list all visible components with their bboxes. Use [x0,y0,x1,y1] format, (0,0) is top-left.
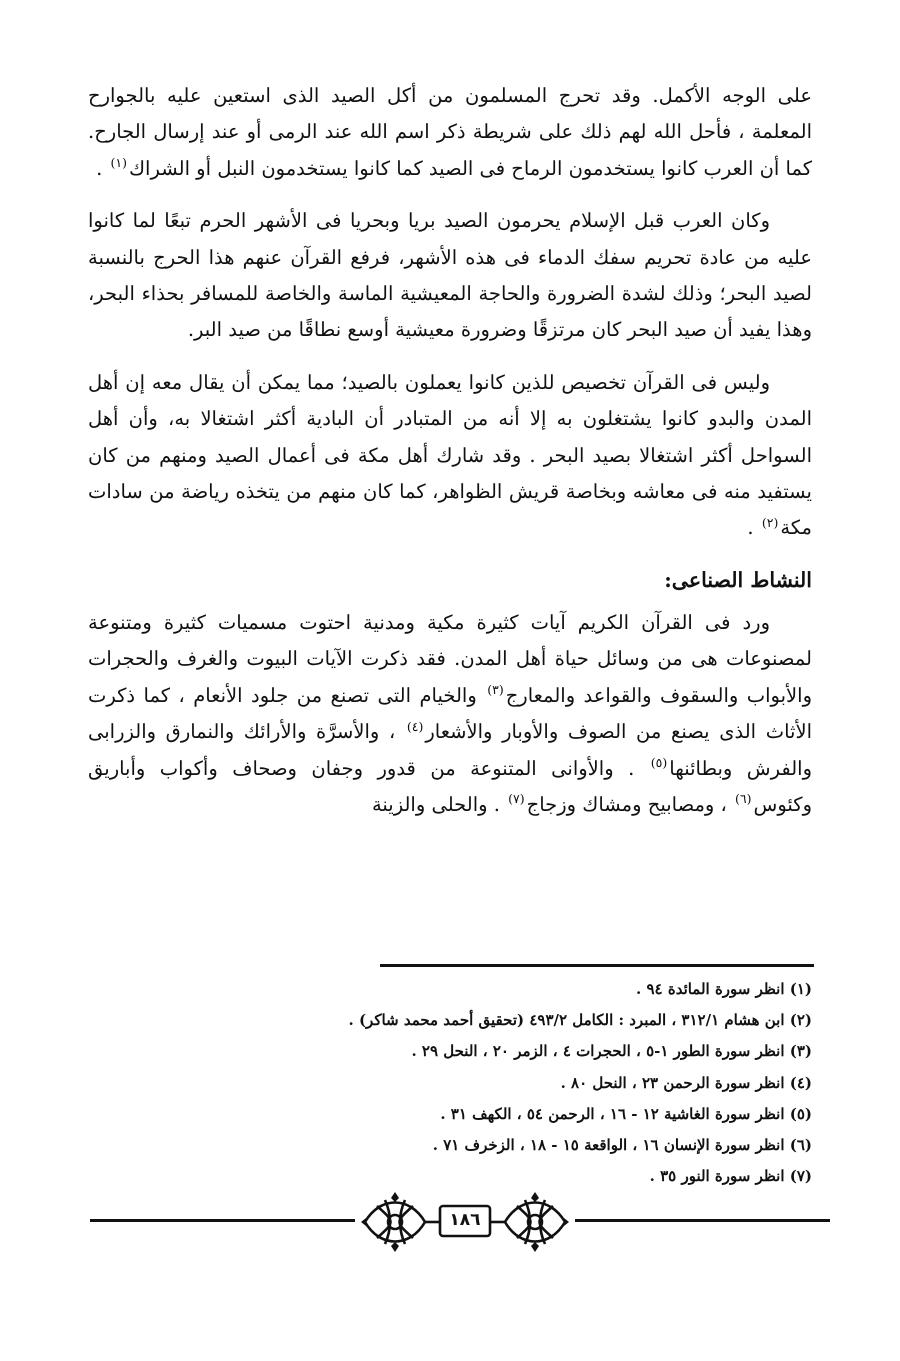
paragraph-text: على الوجه الأكمل. وقد تحرج المسلمون من أكل الصيد الذى استعين عليه بالجوارح المعلمة ، فأحل الله لهم ذلك على شريطة ذكر اسم الله عند الرمى أو عند إرسال الجارح. كما أن العرب كانوا يستخدمون الرماح فى الصيد كما كانوا يستخدمون النبل أو الشراك [88,84,812,180]
footnote-reference[interactable]: (٣) [487,682,504,698]
footnote-reference[interactable]: (٧) [508,791,525,807]
footnote-item: (٣) انظر سورة الطور ١-٥ ، الحجرات ٤ ، الزمر ٢٠ ، النحل ٢٩ . [411,1042,812,1061]
paragraph-text-end: . [96,156,109,180]
paragraph-text: وليس فى القرآن تخصيص للذين كانوا يعملون بالصيد؛ مما يمكن أن يقال معه إن أهل المدن والبدو كانوا يشتغلون به إلا أنه من المتبادر أن البادية أكثر اشتغالا به، وأن أهل السواحل أكثر اشتغالا بصيد البحر . وقد شارك أهل مكة فى أعمال الصيد ومنهم من كان يستفيد منه فى معاشه وبخاصة قريش الظواهر، كما كان منهم من يتخذه رياضة من سادات مكة [88,370,812,540]
paragraph-text-end: . والحلى والزينة [371,792,507,816]
footnote-divider [380,964,814,967]
footnote-reference[interactable]: (٤) [406,718,424,734]
footnote-reference[interactable]: (٢) [761,514,779,530]
footnote-reference[interactable]: (٥) [650,755,668,770]
paragraph-text: ، والأسرَّة والأرائك والنمارق والزرابى والفرش وبطائنها [88,720,812,780]
footnote-item: (٢) ابن هشام ٣١٢/١ ، المبرد : الكامل ٤٩٣/٢ (تحقيق أحمد محمد شاكر) . [348,1011,812,1030]
page-footer [90,1186,830,1258]
footnote-reference[interactable]: (٦) [735,791,752,807]
paragraph-industrial-activity [88,605,812,823]
footnote-item: (١) انظر سورة المائدة ٩٤ . [636,980,812,998]
footnote-item: (٧) انظر سورة النور ٣٥ . [649,1167,812,1186]
footnote-item: (٤) انظر سورة الرحمن ٢٣ ، النحل ٨٠ . [560,1073,812,1092]
footnotes [88,974,812,1192]
paragraph-text: والخيام التى تصنع من جلود الأنعام ، كما ذكرت الأثاث الذى يصنع من الصوف والأوبار والأشعار [88,683,812,744]
paragraph-text-end: . [747,516,760,540]
paragraph-hunting-tools [88,78,812,187]
page-number: ١٨٦ [449,1210,481,1230]
paragraph-text: ، ومصابيح ومشاك وزجاج [526,792,734,816]
footer-rule-left [90,1219,355,1222]
paragraph-text: ورد فى القرآن الكريم آيات كثيرة مكية ومدنية احتوت مسميات كثيرة ومتنوعة لمصنوعات هى من وسائل حياة أهل المدن. فقد ذكرت الآيات البيوت والغرف والحجرات والأبواب والسقوف والقواعد والمعارج [88,610,813,707]
section-heading: النشاط الصناعى: [664,567,812,592]
paragraph-text: . والأوانى المتنوعة من قدور وجفان وصحاف وأكواب وأباريق وكئوس [88,756,812,816]
body-text [88,78,812,823]
footer-rule-right [575,1219,830,1222]
footnote-item: (٦) انظر سورة الإنسان ١٦ ، الواقعة ١٥ - ١٨ ، الزخرف ٧١ . [432,1136,812,1155]
footnote-item: (٥) انظر سورة الغاشية ١٢ - ١٦ ، الرحمن ٥٤ ، الكهف ٣١ . [440,1104,812,1123]
paragraph-hunters [88,365,812,547]
footnote-reference[interactable]: (١) [110,155,127,171]
paragraph-sacred-months: وكان العرب قبل الإسلام يحرمون الصيد بريا وبحريا فى الأشهر الحرم تبعًا لما كانوا عليه من عادة تحريم سفك الدماء فى هذه الأشهر، فرفع القرآن عنهم هذا الحرج بالنسبة لصيد البحر؛ وذلك لشدة الضرورة والحاجة المعيشية الماسة والخاصة للمسافر بحذاء البحر، وهذا يفيد أن صيد البحر كان مرتزقًا وضرورة معيشية أوسع نطاقًا من صيد البر. [88,209,812,342]
